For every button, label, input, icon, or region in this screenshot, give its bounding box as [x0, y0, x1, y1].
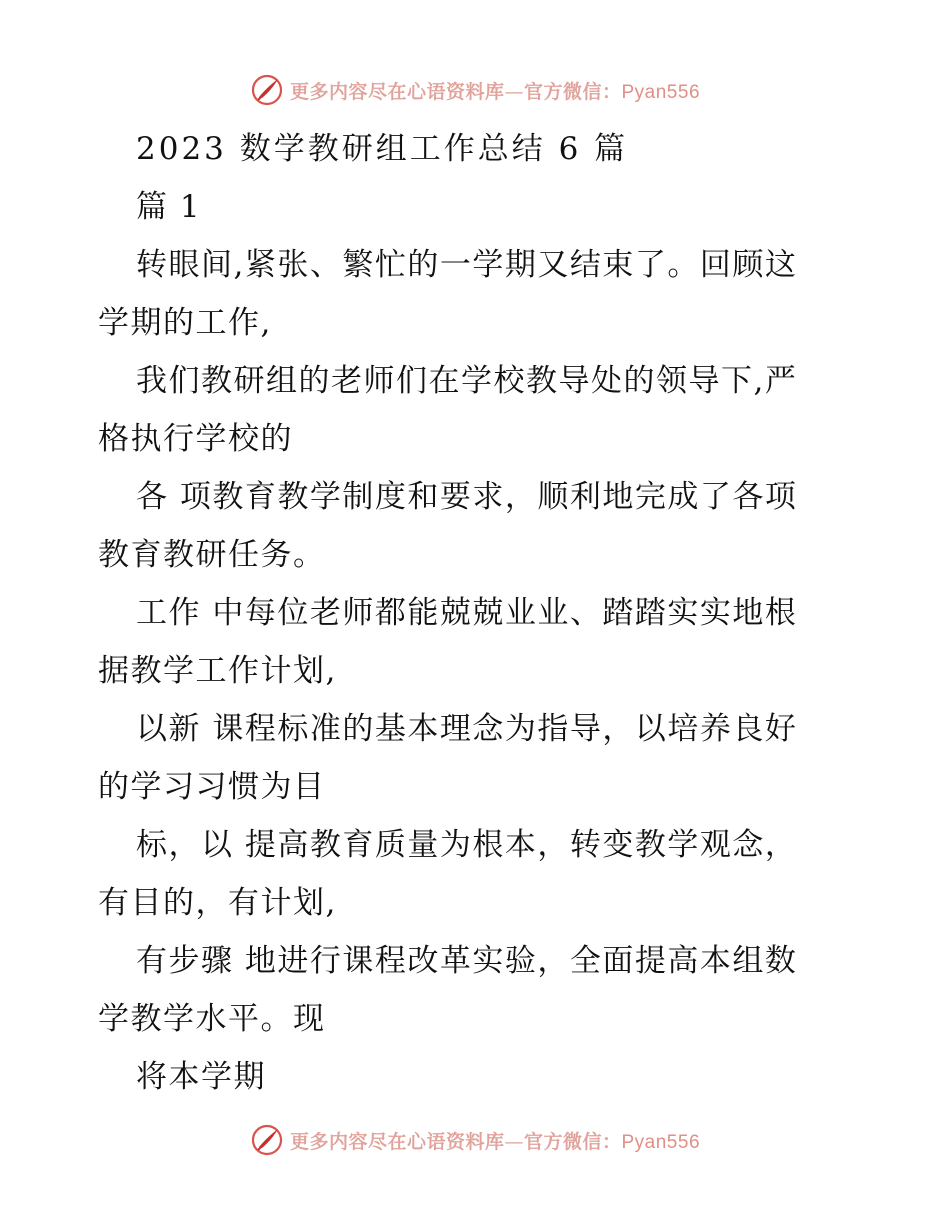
paragraph-line: 标，以 提高教育质量为根本，转变教学观念，: [136, 827, 798, 863]
document-body: [98, 120, 838, 1106]
banner-contact-label: 官方微信：: [523, 80, 622, 103]
paragraph-line: 教育教研任务。: [98, 537, 326, 573]
banner-separator: —: [504, 80, 524, 103]
document-title: 2023 数学教研组工作总结 6 篇: [136, 131, 629, 167]
banner-main: 更多内容尽在心语资料库: [289, 1130, 505, 1153]
banner-wechat-id: Pyan556: [621, 81, 701, 103]
banner-main: 更多内容尽在心语资料库: [289, 80, 505, 103]
banner-text: [290, 1127, 700, 1154]
paragraph-line: 据教学工作计划,: [98, 653, 337, 689]
paragraph-line: 有目的，有计划,: [98, 885, 337, 921]
quill-logo-icon: [250, 1123, 284, 1157]
banner-wechat-id: Pyan556: [621, 1131, 701, 1153]
paragraph-line: 工作 中每位老师都能兢兢业业、踏踏实实地根: [136, 595, 798, 631]
quill-logo-icon: [250, 73, 284, 107]
paragraph-line: 转眼间,紧张、繁忙的一学期又结束了。回顾这: [136, 247, 798, 283]
paragraph-line: 学期的工作,: [98, 305, 272, 341]
paragraph-line: 以新 课程标准的基本理念为指导，以培养良好: [136, 711, 798, 747]
footer-banner: [0, 1120, 950, 1160]
paragraph-line: 有步骤 地进行课程改革实验，全面提高本组数: [136, 943, 798, 979]
paragraph-line: 我们教研组的老师们在学校教导处的领导下,严: [136, 363, 798, 399]
paragraph-line: 各 项教育教学制度和要求，顺利地完成了各项: [136, 479, 798, 515]
banner-contact-label: 官方微信：: [523, 1130, 622, 1153]
paragraph-line: 学教学水平。现: [98, 1001, 326, 1037]
banner-separator: —: [504, 1130, 524, 1153]
section-heading: 篇 1: [136, 189, 202, 225]
paragraph-line: 格执行学校的: [98, 421, 293, 457]
banner-text: [290, 77, 700, 104]
paragraph-line: 的学习习惯为目: [98, 769, 326, 805]
paragraph-line: 将本学期: [136, 1059, 266, 1095]
header-banner: [0, 70, 950, 110]
